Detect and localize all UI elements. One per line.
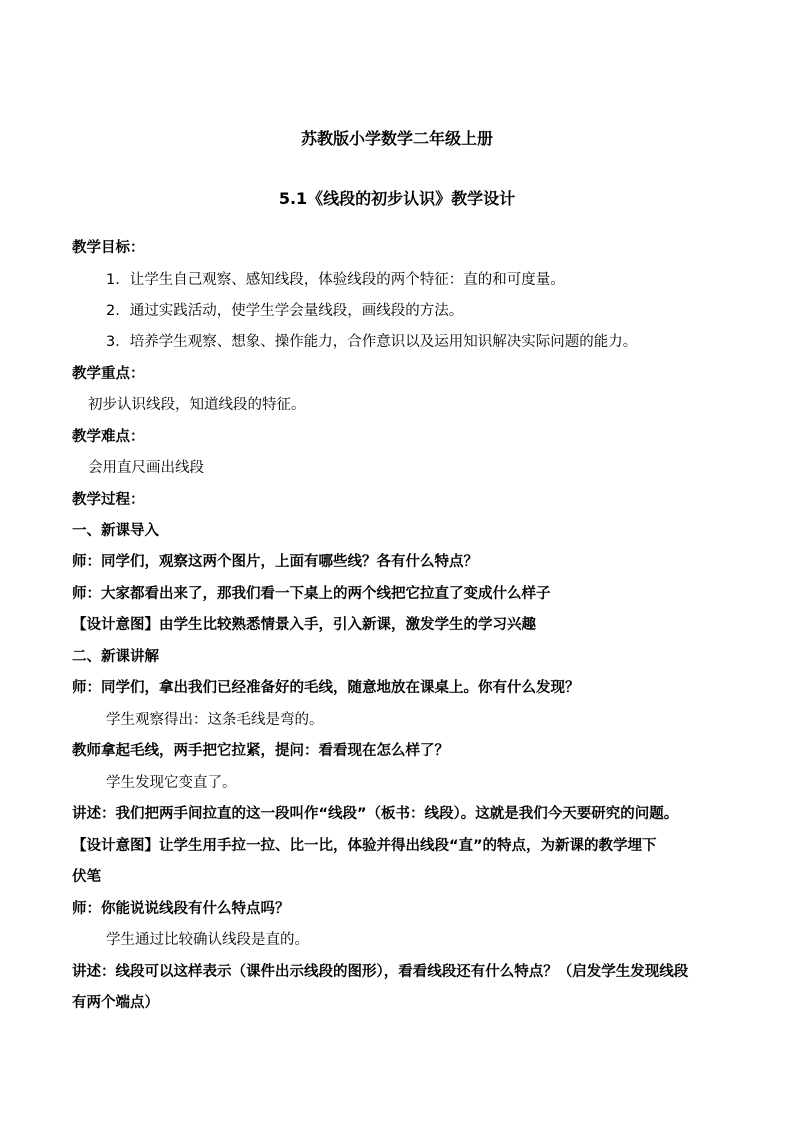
paragraph: 学生通过比较确认线段是直的。 <box>106 932 309 948</box>
paragraph: 伏笔 <box>72 869 101 885</box>
paragraph: 师：大家都看出来了，那我们看一下桌上的两个线把它拉直了变成什么样子 <box>72 586 551 602</box>
paragraph: 有两个端点） <box>72 995 159 1011</box>
paragraph: 师：同学们，拿出我们已经准备好的毛线，随意地放在课桌上。你有什么发现？ <box>72 680 580 696</box>
objective-item: 1．让学生自己观察、感知线段，体验线段的两个特征：直的和可度量。 <box>106 272 565 288</box>
objective-item: 3．培养学生观察、想象、操作能力，合作意识以及运用知识解决实际问题的能力。 <box>106 334 638 350</box>
document-subtitle: 5.1《线段的初步认识》教学设计 <box>278 189 516 208</box>
paragraph: 讲述：线段可以这样表示（课件出示线段的图形），看看线段还有什么特点？（启发学生发现线段 <box>72 964 689 980</box>
document-title: 苏教版小学数学二年级上册 <box>300 129 493 148</box>
design-intent: 【设计意图】让学生用手拉一拉、比一比，体验并得出线段“直”的特点，为新课的教学埋下 <box>72 838 657 854</box>
difficulty-text: 会用直尺画出线段 <box>88 460 204 476</box>
design-intent: 【设计意图】由学生比较熟悉情景入手，引入新课，激发学生的学习兴趣 <box>72 617 536 633</box>
process-heading: 教学过程： <box>72 492 145 508</box>
paragraph: 教师拿起毛线，两手把它拉紧，提问：看看现在怎么样了？ <box>72 743 449 759</box>
paragraph: 师：同学们，观察这两个图片，上面有哪些线？各有什么特点？ <box>72 554 478 570</box>
paragraph: 师：你能说说线段有什么特点吗？ <box>72 901 290 917</box>
keypoint-heading: 教学重点： <box>72 366 145 382</box>
paragraph: 学生发现它变直了。 <box>106 775 237 791</box>
paragraph: 学生观察得出：这条毛线是弯的。 <box>106 712 324 728</box>
objective-item: 2．通过实践活动，使学生学会量线段，画线段的方法。 <box>106 303 464 319</box>
paragraph: 讲述：我们把两手间拉直的这一段叫作“线段”（板书：线段）。这就是我们今天要研究的问题。 <box>72 806 679 822</box>
section-heading-lesson: 二、新课讲解 <box>72 649 159 665</box>
keypoint-text: 初步认识线段，知道线段的特征。 <box>88 397 306 413</box>
section-heading-intro: 一、新课导入 <box>72 523 159 539</box>
difficulty-heading: 教学难点： <box>72 429 145 445</box>
objectives-heading: 教学目标： <box>72 240 145 256</box>
